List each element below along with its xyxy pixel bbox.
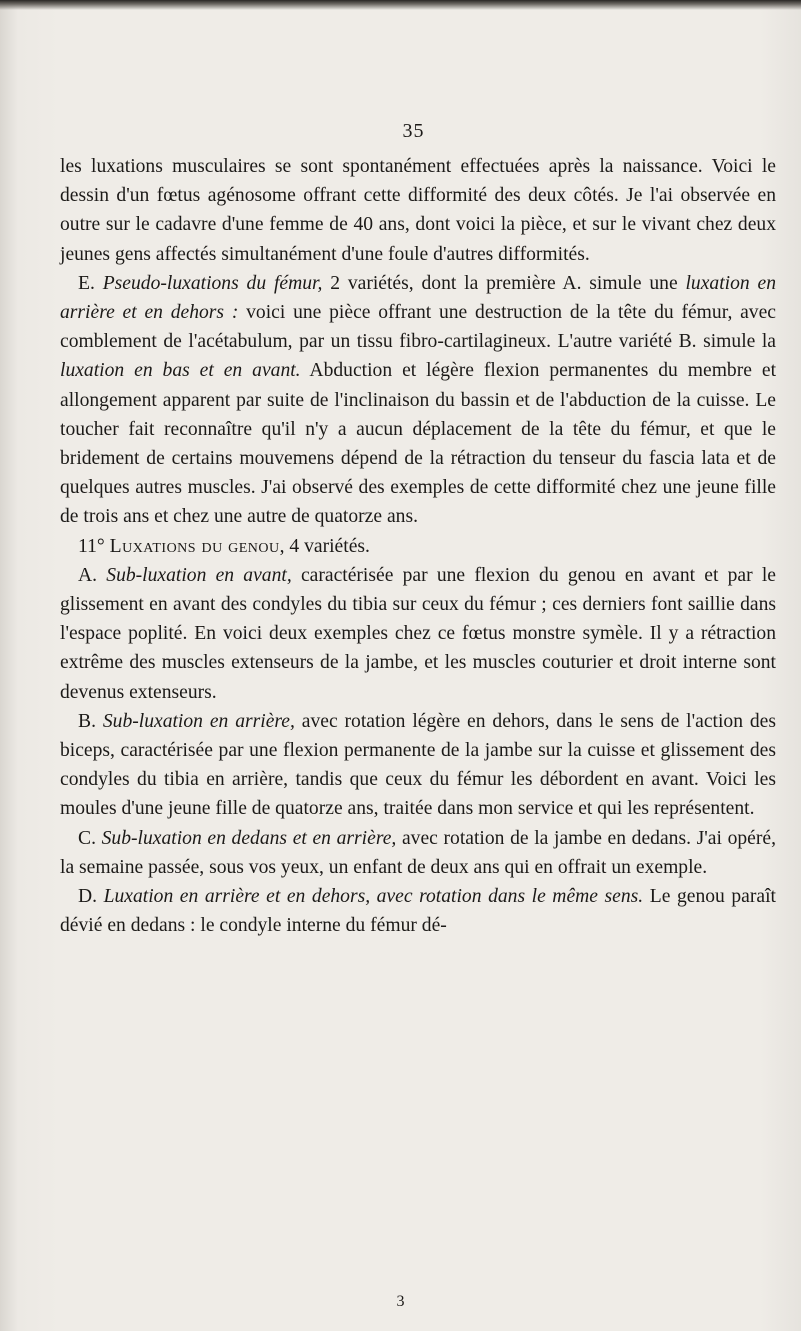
paragraph-title: Sub-luxation en arrière, — [102, 710, 295, 732]
paragraph-lead: B. — [78, 710, 103, 732]
paragraph-continuation — [60, 152, 776, 269]
paragraph-text: avec rotation légère en dehors, dans le sens de l'action des biceps, caractérisée par une flexion permanente de la jambe sur la cuisse et glissement des condyles du tibia en arrière, tandis que ceux du fémur les débordent en avant. Voici les moules d'une jeune fille de quatorze ans, traitée dans mon service et qui les représentent. — [60, 710, 776, 820]
scan-edge-shadow — [0, 0, 801, 10]
paragraph-pseudo-luxations-femur — [60, 269, 776, 532]
paragraph-lead: A. — [78, 564, 107, 586]
paragraph-lead: C. — [78, 827, 102, 849]
section-tail: , 4 variétés. — [279, 535, 370, 557]
paragraph-text: les luxations musculaires se sont spontanément effectuées après la naissance. Voici le dessin d'un fœtus agénosome offrant cette difformité des deux côtés. Je l'ai observée en outre sur le cadavre d'une femme de 40 ans, dont voici la pièce, et sur le vivant chez deux jeunes gens affectés simultanément d'une foule d'autres difformités. — [60, 156, 776, 265]
paragraph-title: Sub-luxation en avant, — [106, 564, 292, 586]
paragraph-sub-luxation-arriere — [60, 707, 776, 824]
paragraph-title: Sub-luxation en dedans et en arrière, — [101, 827, 397, 849]
section-heading-luxations-genou — [60, 532, 776, 561]
body-text — [60, 152, 776, 940]
page-number: 35 — [402, 120, 425, 142]
paragraph-text: voici une pièce offrant une destruction de la tête du fémur, avec comblement de l'acétabulum, par un tissu fibro-cartilagineux. L'autre variété B. simule la — [60, 302, 776, 353]
paragraph-text: caractérisée par une flexion du genou en avant et par le glissement en avant des condyles du tibia sur ceux du fémur ; ces derniers font saillie dans l'espace poplité. En voici deux exemples chez ce fœtus monstre symèle. Il y a rétraction extrême des muscles extenseurs de la jambe, et les muscles couturier et droit interne sont devenus extenseurs. — [60, 564, 776, 703]
paragraph-text: Le genou paraît dévié en dedans : le condyle interne du fémur dé- — [60, 886, 776, 937]
paragraph-luxation-arriere-dehors — [60, 882, 776, 940]
paragraph-italic: luxation en arrière et en dehors : — [60, 272, 776, 324]
paragraph-text: 2 variétés, dont la première A. simule une — [322, 272, 686, 294]
paragraph-title: Luxation en arrière et en dehors, avec rotation dans le même sens. — [103, 886, 644, 908]
paragraph-title: Pseudo-luxations du fémur, — [102, 272, 323, 294]
paragraph-lead: D. — [78, 886, 104, 908]
paragraph-text: Abduction et légère flexion permanentes du membre et allongement apparent par suite de l'inclinaison du bassin et de l'abduction de la cuisse. Le toucher fait reconnaître qu'il n'y a aucun déplacement de la tête du fémur, et que le bridement de certains mouvemens dépend de la rétraction du tenseur du fascia lata et de quelques autres muscles. J'ai observé des exemples de cette difformité chez une jeune fille de trois ans et chez une autre de quatorze ans. — [60, 360, 777, 528]
paragraph-sub-luxation-avant — [60, 561, 776, 707]
paragraph-lead: E. — [78, 272, 103, 294]
section-heading: Luxations du genou — [109, 535, 280, 557]
paragraph-sub-luxation-dedans — [60, 824, 776, 882]
paragraph-italic: luxation en bas et en avant. — [60, 360, 301, 382]
paragraph-text: avec rotation de la jambe en dedans. J'ai opéré, la semaine passée, sous vos yeux, un enfant de deux ans qui en offrait un exemple. — [60, 827, 776, 878]
section-number: 11° — [78, 535, 110, 557]
printer-signature-mark: 3 — [396, 1293, 405, 1310]
